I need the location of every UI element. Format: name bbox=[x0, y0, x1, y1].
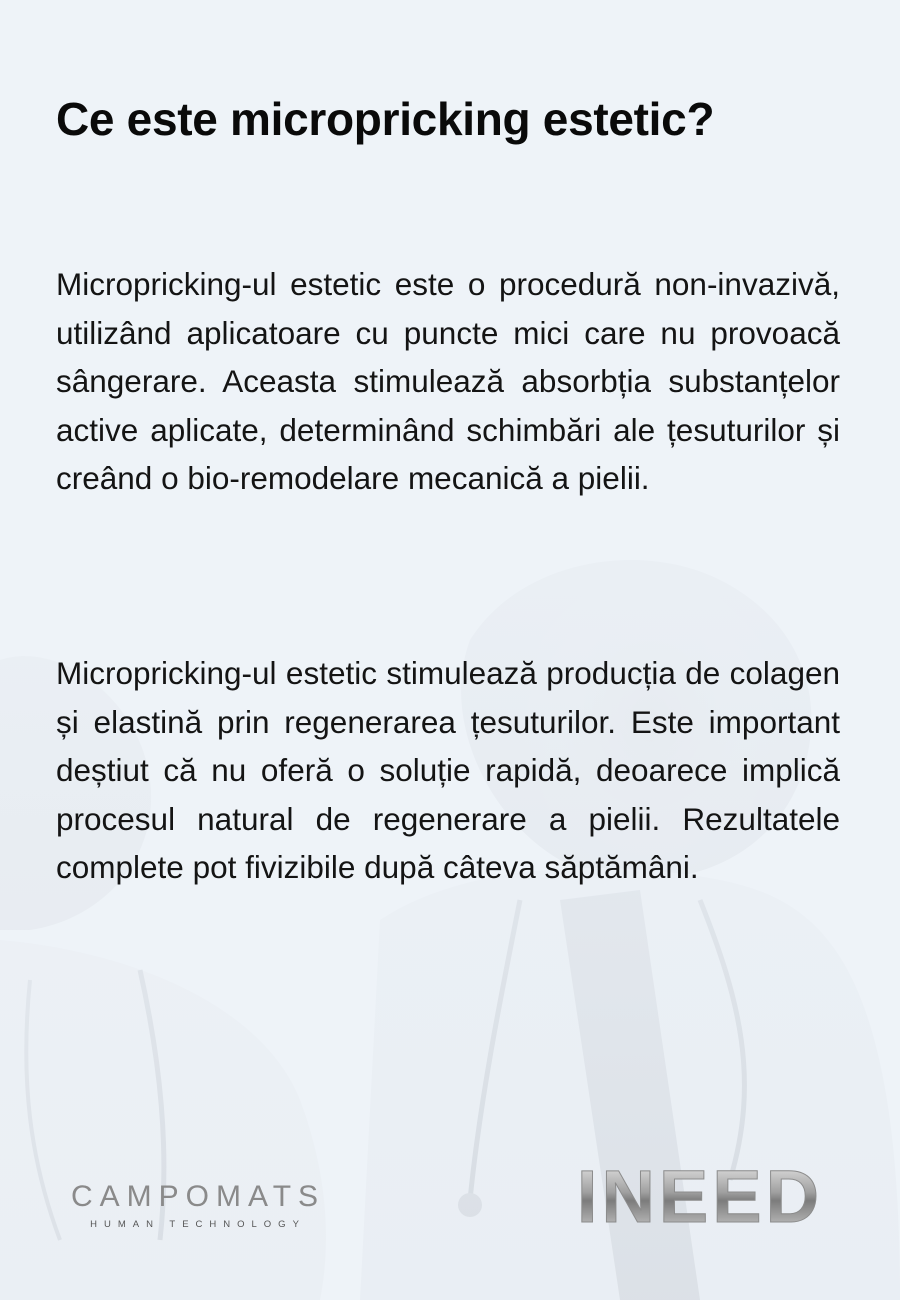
campomats-logo-text: CAMPOMATS bbox=[70, 1180, 326, 1213]
paragraph-benefits: Micropricking-ul estetic stimulează producția de colagen și elastină prin regenerarea țesuturilor. Este important deștiut că nu oferă o soluție rapidă, deoarece implică procesul natural de regenerare a pielii. Rezultatele complete pot fivizibile după câteva săptămâni. bbox=[56, 655, 840, 886]
paragraph-intro: Micropricking-ul estetic este o procedură non-invazivă, utilizând aplicatoare cu puncte mici care nu provoacă sângerare. Aceasta stimulează absorbția substanțelor active aplicate, determinând schimbări ale țesuturilor și creând o bio-remodelare mecanică a pielii. bbox=[56, 266, 840, 497]
ineed-logo-text: INEED bbox=[576, 1158, 824, 1230]
campomats-logo bbox=[52, 1178, 344, 1232]
campomats-tagline: HUMAN TECHNOLOGY bbox=[90, 1219, 306, 1230]
page-title: Ce este micropricking estetic? bbox=[56, 93, 715, 145]
ineed-logo bbox=[553, 1158, 847, 1230]
